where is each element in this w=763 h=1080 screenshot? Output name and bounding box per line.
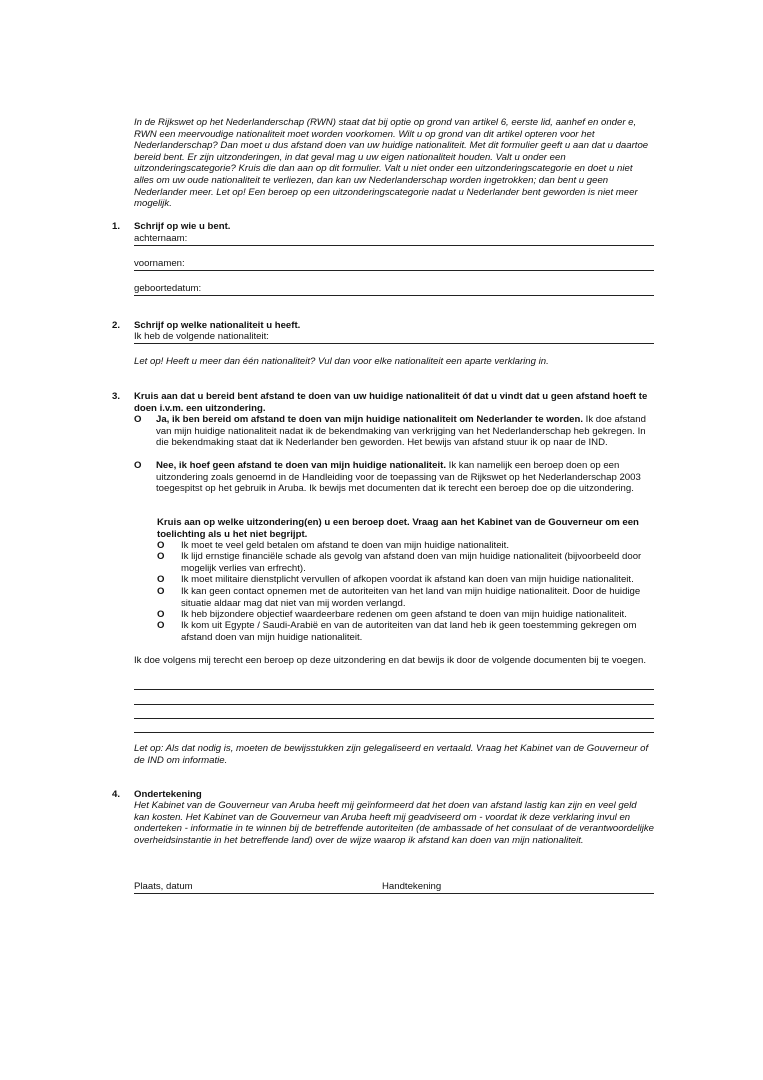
option-yes-text [156, 414, 654, 449]
birthdate-label: geboortedatum: [134, 283, 202, 294]
exception-text: Ik heb bijzondere objectief waardeerbare redenen om geen afstand te doen van mijn huidige nationaliteit. [181, 609, 627, 620]
exception-checkbox[interactable]: O [157, 551, 165, 562]
exception-text: Ik moet militaire dienstplicht vervullen of afkopen voordat ik afstand kan doen van mijn huidige nationaliteit. [181, 574, 634, 585]
section-4-number: 4. [112, 789, 121, 800]
birthdate-line[interactable] [134, 295, 654, 296]
section-4-title: Ondertekening [134, 789, 202, 800]
exception-text: Ik moet te veel geld betalen om afstand te doen van mijn huidige nationaliteit. [181, 540, 509, 551]
option-no [134, 460, 654, 495]
documents-text: Ik doe volgens mij terecht een beroep op deze uitzondering en dat bewijs ik door de volgende documenten bij te voegen. [134, 655, 647, 666]
exception-text: Ik kom uit Egypte / Saudi-Arabië en van de autoriteiten van dat land heb ik geen toestemming gekregen om afstand doen van mijn huidige nationaliteit. [181, 620, 637, 643]
option-no-checkbox[interactable]: O [134, 460, 142, 471]
option-yes-checkbox[interactable]: O [134, 414, 142, 425]
documents-note: Let op: Als dat nodig is, moeten de bewijsstukken zijn gelegaliseerd en vertaald. Vraag het Kabinet van de Gouverneur of de IND om informatie. [134, 743, 649, 766]
option-no-bold: Nee, ik hoef geen afstand te doen van mijn huidige nationaliteit. [156, 460, 446, 471]
documents-line[interactable] [134, 704, 654, 705]
nationality-note: Let op! Heeft u meer dan één nationaliteit? Vul dan voor elke nationaliteit een aparte verklaring in. [134, 356, 549, 367]
signature-line[interactable] [134, 893, 654, 894]
exception-checkbox[interactable]: O [157, 586, 165, 597]
section-1-title: Schrijf op wie u bent. [134, 221, 231, 232]
exception-item [157, 574, 654, 586]
surname-line[interactable] [134, 245, 654, 246]
exception-checkbox[interactable]: O [157, 574, 165, 585]
section-2-number: 2. [112, 320, 121, 331]
exception-item [157, 586, 654, 609]
section-1-number: 1. [112, 221, 121, 232]
exception-checkbox[interactable]: O [157, 609, 165, 620]
documents-line[interactable] [134, 732, 654, 733]
exception-text: Ik lijd ernstige financiële schade als gevolg van afstand doen van mijn huidige nationaliteit (bijvoorbeeld door mogelijk verlies van erfrecht). [181, 551, 642, 574]
option-yes-bold: Ja, ik ben bereid om afstand te doen van mijn huidige nationaliteit om Nederlander te worden. [156, 414, 583, 425]
exception-item [157, 609, 654, 621]
documents-line[interactable] [134, 689, 654, 690]
intro-text: In de Rijkswet op het Nederlanderschap (RWN) staat dat bij optie op grond van artikel 6, eerste lid, aanhef en onder e, RWN een meervoudige nationaliteit moet worden voorkomen. Wilt u op grond van dit artikel opteren voor het Nederlanderschap? Dan moet u dus afstand doen van uw huidige nationaliteit. Met dit formulier geeft u aan dat u daartoe bereid bent. Er zijn uitzonderingen, in dat geval mag u uw eigen nationaliteit houden. Valt u onder een uitzonderingscategorie? Kruis die dan aan op dit formulier. Valt u niet onder een uitzonderingscategorie en doet u niet alles om uw oude nationaliteit te verliezen, dan kan uw Nederlanderschap worden ingetrokken; dan bent u geen Nederlander meer. Let op! Een beroep op een uitzonderingscategorie nadat u Nederlander bent geworden is niet meer mogelijk. [134, 117, 649, 210]
exception-item [157, 551, 654, 574]
option-no-text [156, 460, 654, 495]
section-2-title: Schrijf op welke nationaliteit u heeft. [134, 320, 301, 331]
exception-checkbox[interactable]: O [157, 540, 165, 551]
section-3-number: 3. [112, 391, 121, 402]
section-3-title: Kruis aan dat u bereid bent afstand te doen van uw huidige nationaliteit óf dat u vindt dat u geen afstand hoeft te doen i.v.m. een uitzondering. [134, 391, 648, 414]
option-yes-body: Ik doe afstand van mijn huidige nationaliteit nadat ik de bekendmaking van verkrijging van het Nederlanderschap heb gekregen. In die bekendmaking staat dat ik Nederlander ben geworden. Het bewijs van afstand stuur ik op naar de IND. [156, 414, 646, 449]
given-names-line[interactable] [134, 270, 654, 271]
given-names-label: voornamen: [134, 258, 185, 269]
signature-label: Handtekening [382, 881, 442, 892]
documents-line[interactable] [134, 718, 654, 719]
surname-label: achternaam: [134, 233, 188, 244]
nationality-label: Ik heb de volgende nationaliteit: [134, 331, 269, 342]
signing-text: Het Kabinet van de Gouverneur van Aruba heeft mij geïnformeerd dat het doen van afstand lastig kan zijn en veel geld kan kosten. Het Kabinet van de Gouverneur van Aruba heeft mij geadviseerd om - voordat ik deze verklaring invul en onderteken - informatie in te winnen bij de betreffende autoriteiten (de ambassade of het consulaat of de verantwoordelijke overheidsinstantie in het betreffende land) over de wijze waarop ik afstand kan doen van mijn nationaliteit. [134, 800, 654, 846]
exception-text: Ik kan geen contact opnemen met de autoriteiten van het land van mijn huidige nationaliteit. Door de huidige situatie aldaar mag dat niet van mij worden verlangd. [181, 586, 641, 609]
place-date-label: Plaats, datum [134, 881, 193, 892]
exception-item [157, 620, 654, 643]
nationality-line[interactable] [134, 343, 654, 344]
option-no-body: Ik kan namelijk een beroep doen op een uitzondering zoals genoemd in de Handleiding voor de toepassing van de Rijkswet op het Nederlanderschap 2003 toegespitst op het gebruik in Aruba. Ik bewijs met documenten dat ik terecht een beroep doe op die uitzondering. [156, 460, 641, 495]
exception-checkbox[interactable]: O [157, 620, 165, 631]
option-yes [134, 414, 654, 449]
exceptions-title: Kruis aan op welke uitzondering(en) u een beroep doet. Vraag aan het Kabinet van de Gouverneur om een toelichting als u het niet begrijpt. [157, 517, 639, 540]
exception-item [157, 540, 654, 552]
